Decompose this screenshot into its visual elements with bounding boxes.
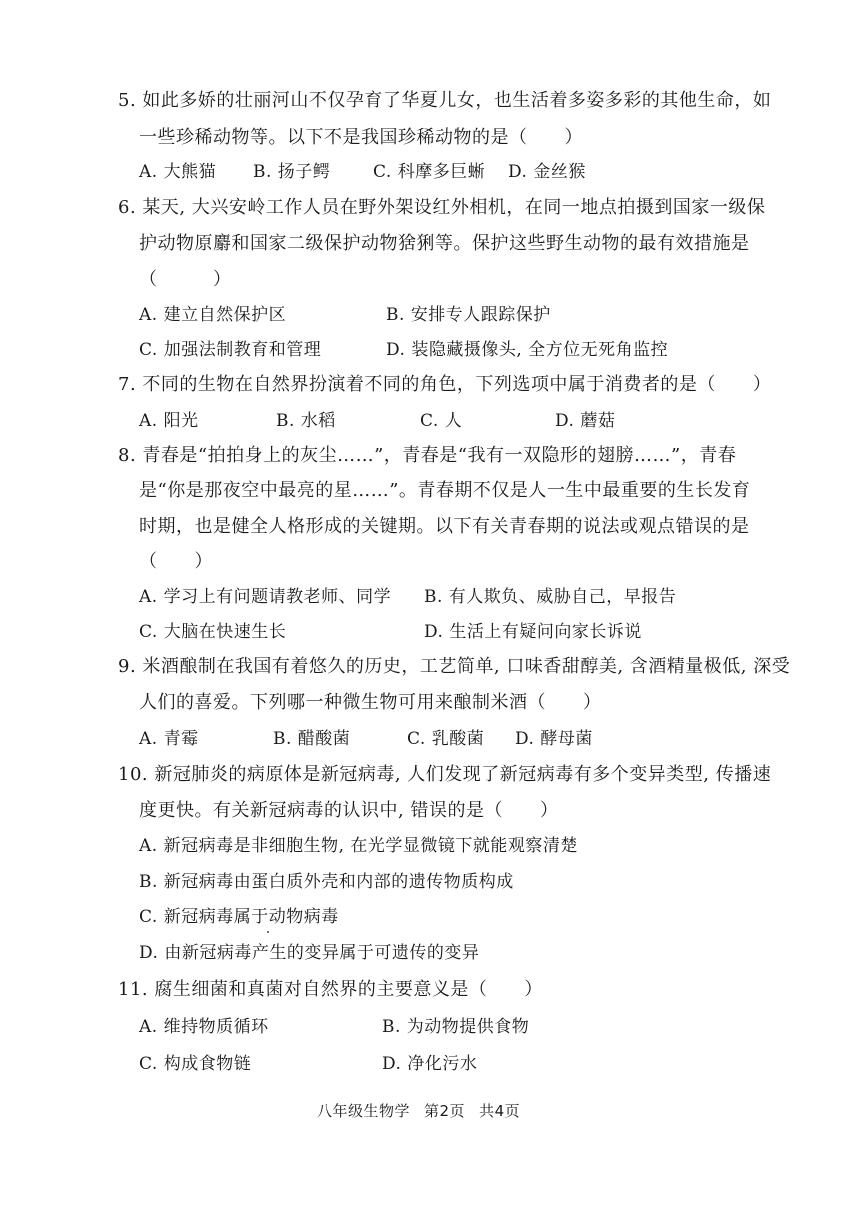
question-9-option-b: B. 醋酸菌 (273, 729, 351, 749)
question-5-option-b: B. 扬子鳄 (253, 162, 331, 182)
question-11-option-b: B. 为动物提供食物 (382, 1017, 530, 1037)
question-8-option-a: A. 学习上有问题请教老师、同学 (139, 587, 392, 607)
question-8-option-c: C. 大脑在快速生长 (139, 622, 287, 642)
question-7-option-c: C. 人 (420, 411, 463, 431)
question-10-line-2: 度更快。有关新冠病毒的认识中, 错误的是（ ） (139, 800, 559, 821)
question-6-line-1: 6. 某天, 大兴安岭工作人员在野外架设红外相机，在同一地点拍摄到国家一级保 (118, 197, 766, 218)
question-5-line-1: 5. 如此多娇的壮丽河山不仅孕育了华夏儿女，也生活着多姿多彩的其他生命，如 (118, 90, 772, 111)
question-9-line-1: 9. 米酒酿制在我国有着悠久的历史，工艺简单, 口味香甜醇美, 含酒精量极低, 深受 (118, 656, 791, 677)
question-11-option-a: A. 维持物质循环 (139, 1017, 269, 1037)
question-8-line-2: 是“你是那夜空中最亮的星……”。青春期不仅是人一生中最重要的生长发育 (139, 480, 751, 501)
question-8-option-b: B. 有人欺负、威胁自己，早报告 (424, 587, 677, 607)
question-11-line-1: 11. 腐生细菌和真菌对自然界的主要意义是（ ） (118, 979, 543, 1000)
footer-page-number: 第2页 (424, 1102, 466, 1120)
question-9-option-d: D. 酵母菌 (515, 729, 593, 749)
question-8-line-1: 8. 青春是“拍拍身上的灰尘……”，青春是“我有一双隐形的翅膀……”，青春 (118, 445, 737, 466)
question-10-option-a: A. 新冠病毒是非细胞生物, 在光学显微镜下就能观察清楚 (139, 836, 578, 856)
question-11-option-d: D. 净化污水 (382, 1054, 478, 1074)
question-9-option-a: A. 青霉 (139, 729, 199, 749)
footer-total-pages: 共4页 (479, 1102, 521, 1120)
question-9-line-2: 人们的喜爱。下列哪一种微生物可用来酿制米酒（ ） (139, 692, 602, 713)
question-10-option-b: B. 新冠病毒由蛋白质外壳和内部的遗传物质构成 (139, 872, 514, 892)
question-8-line-3: 时期，也是健全人格形成的关键期。以下有关青春期的说法或观点错误的是 (139, 516, 750, 537)
question-8-option-d: D. 生活上有疑问向家长诉说 (424, 622, 642, 642)
question-7-option-d: D. 蘑菇 (555, 411, 616, 431)
question-6-line-3: （ ） (139, 269, 232, 290)
question-9-option-c: C. 乳酸菌 (407, 729, 485, 749)
question-6-option-c: C. 加强法制教育和管理 (139, 340, 322, 360)
footer-subject: 八年级生物学 (317, 1102, 411, 1120)
question-10-option-c: C. 新冠病毒属于动物病毒 (139, 907, 339, 927)
question-5-line-2: 一些珍稀动物等。以下不是我国珍稀动物的是（ ） (139, 127, 583, 148)
question-6-line-2: 护动物原麝和国家二级保护动物猞猁等。保护这些野生动物的最有效措施是 (139, 233, 750, 254)
question-5-option-a: A. 大熊猫 (139, 162, 217, 182)
question-6-option-a: A. 建立自然保护区 (139, 305, 287, 325)
page-footer (317, 1101, 534, 1121)
question-7-option-a: A. 阳光 (139, 411, 199, 431)
question-7-line-1: 7. 不同的生物在自然界扮演着不同的角色，下列选项中属于消费者的是（ ） (118, 374, 772, 395)
question-6-option-b: B. 安排专人跟踪保护 (386, 305, 551, 325)
question-10-line-1: 10. 新冠肺炎的病原体是新冠病毒, 人们发现了新冠病毒有多个变异类型, 传播速 (118, 764, 772, 785)
question-10-option-d: D. 由新冠病毒产生的变异属于可遗传的变异 (139, 943, 480, 963)
question-11-option-c: C. 构成食物链 (139, 1054, 252, 1074)
question-8-line-4: （ ） (139, 551, 213, 572)
question-6-option-d: D. 装隐藏摄像头, 全方位无死角监控 (386, 340, 669, 360)
question-7-option-b: B. 水稻 (276, 411, 336, 431)
scan-speck (267, 931, 269, 933)
question-5-option-c: C. 科摩多巨蜥 (373, 162, 486, 182)
question-5-option-d: D. 金丝猴 (508, 162, 586, 182)
